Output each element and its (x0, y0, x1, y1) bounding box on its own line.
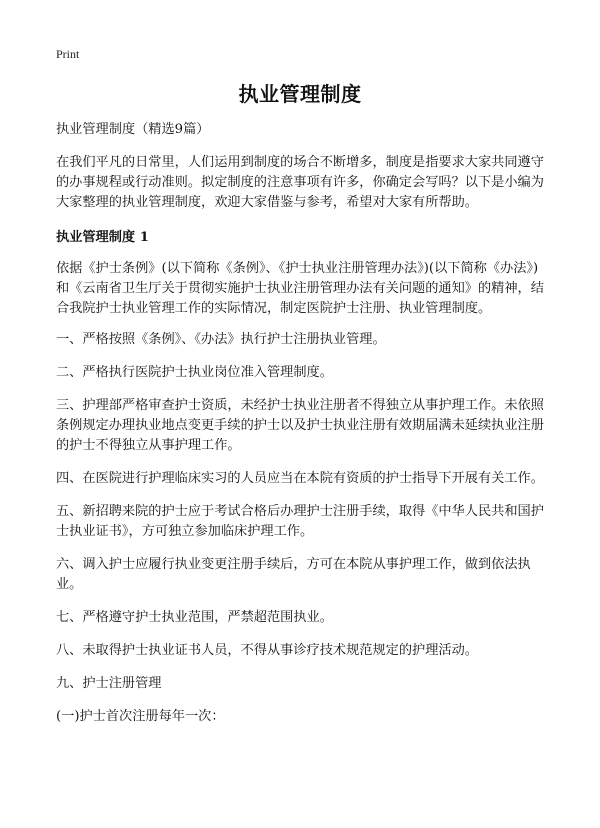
rule-item-6: 六、调入护士应履行执业变更注册手续后，方可在本院从事护理工作，做到依法执业。 (56, 557, 531, 592)
rule-item-8: 八、未取得护士执业证书人员，不得从事诊疗技术规范规定的护理活动。 (56, 643, 478, 658)
print-link[interactable]: Print (56, 47, 80, 61)
document-subtitle: 执业管理制度（精选9篇） (56, 122, 210, 137)
intro-paragraph: 在我们平凡的日常里，人们运用到制度的场合不断增多，制度是指要求大家共同遵守的办事规程或行动准则。拟定制度的注意事项有许多，你确定会写吗？以下是小编为大家整理的执业管理制度，欢迎大家借鉴与参考，希望对大家有所帮助。 (56, 155, 544, 210)
rule-item-4: 四、在医院进行护理临床实习的人员应当在本院有资质的护士指导下开展有关工作。 (56, 471, 544, 486)
rule-item-10: (一)护士首次注册每年一次： (56, 709, 225, 724)
document-body (56, 120, 546, 740)
rule-item-3: 三、护理部严格审查护士资质，未经护士执业注册者不得独立从事护理工作。未依照条例规定办理执业地点变更手续的护士以及护士执业注册有效期届满未延续执业注册的护士不得独立从事护理工作。 (56, 398, 544, 453)
section-heading: 执业管理制度 1 (56, 230, 149, 245)
rule-item-2: 二、严格执行医院护士执业岗位准入管理制度。 (56, 365, 333, 380)
rule-item-1: 一、严格按照《条例》、《办法》执行护士注册执业管理。 (56, 332, 386, 347)
document-title: 执业管理制度 (238, 82, 362, 106)
section-intro-paragraph: 依据《护士条例》(以下简称《条例》、《护士执业注册管理办法》)(以下简称《办法》)和《云南省卫生厅关于贯彻实施护士执业注册管理办法有关问题的通知》的精神，结合我院护士执业管理工作的实际情况，制定医院护士注册、执业管理制度。 (56, 261, 544, 316)
rule-item-9: 九、护士注册管理 (56, 676, 162, 691)
rule-item-7: 七、严格遵守护士执业范围，严禁超范围执业。 (56, 610, 333, 625)
rule-item-5: 五、新招聘来院的护士应于考试合格后办理护士注册手续，取得《中华人民共和国护士执业证书》，方可独立参加临床护理工作。 (56, 504, 544, 539)
